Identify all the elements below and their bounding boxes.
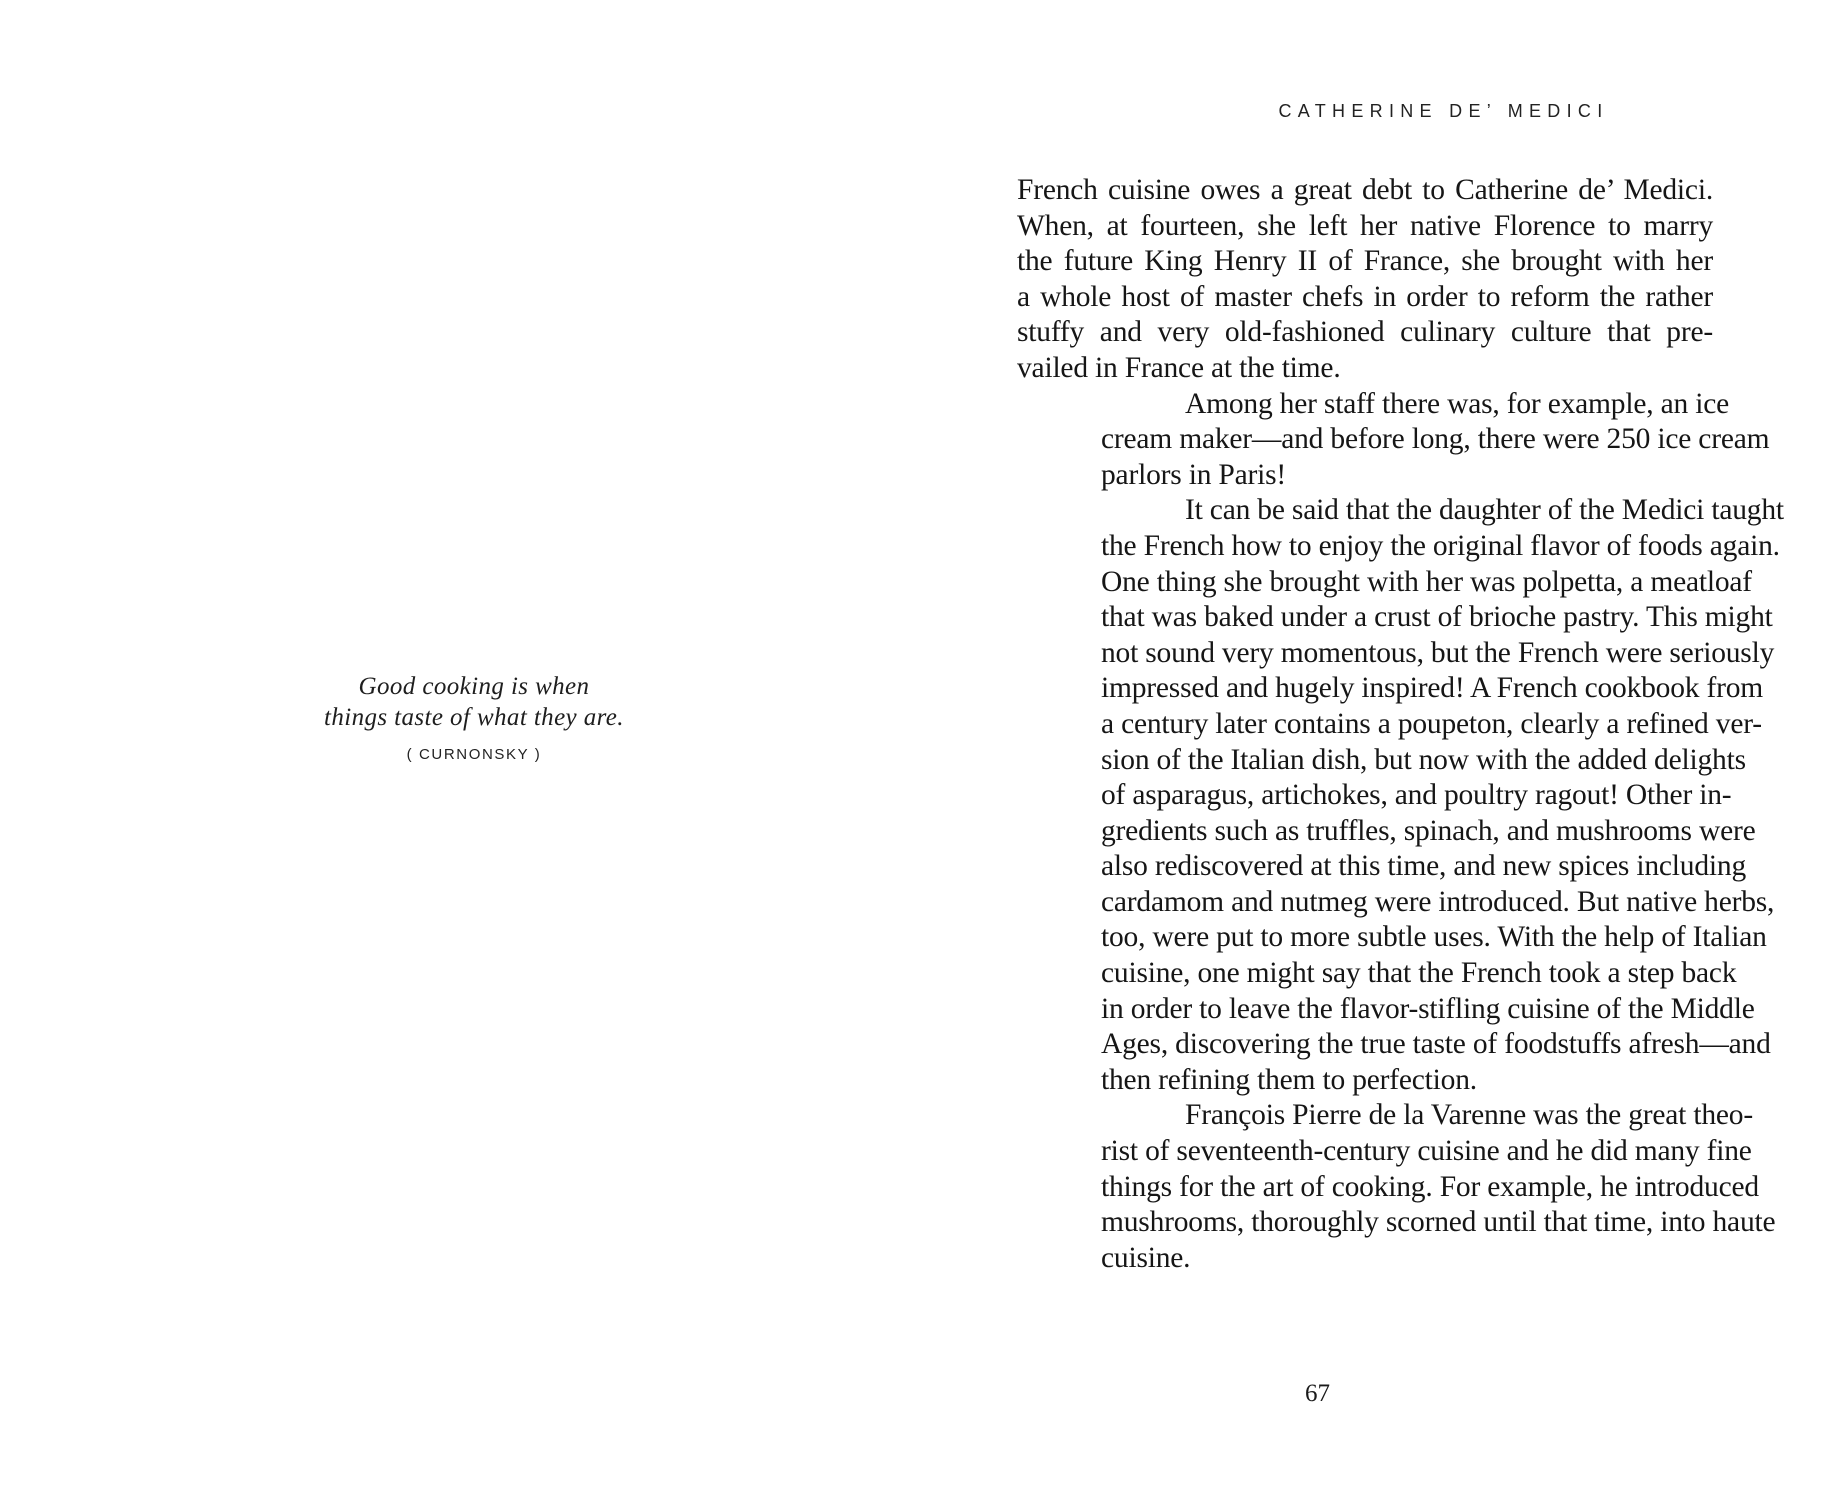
text-line: stuffy and very old-fashioned culinary culture that pre- (1017, 316, 1713, 349)
body-paragraph (1017, 493, 1784, 1098)
text-line: in order to leave the flavor-stifling cuisine of the Middle (1101, 992, 1755, 1025)
text-line: François Pierre de la Varenne was the great theo- (1185, 1099, 1753, 1132)
page-number: 67 (1305, 1380, 1330, 1407)
text-line: It can be said that the daughter of the Medici taught (1185, 494, 1784, 527)
text-line: One thing she brought with her was polpetta, a meatloaf (1101, 565, 1752, 598)
right-page (916, 0, 1833, 1500)
text-line: cuisine. (1101, 1241, 1191, 1274)
epigraph (274, 671, 674, 763)
text-line: sion of the Italian dish, but now with the added delights (1101, 743, 1746, 776)
text-line: cream maker—and before long, there were 250 ice cream (1101, 423, 1770, 456)
text-line: parlors in Paris! (1101, 458, 1287, 491)
text-line: things for the art of cooking. For example, he introduced (1101, 1170, 1759, 1203)
epigraph-attribution: ( CURNONSKY ) (406, 746, 542, 763)
running-head: CATHERINE DE’ MEDICI (1278, 101, 1609, 121)
text-line: also rediscovered at this time, and new spices including (1101, 850, 1747, 883)
epigraph-quote-line: Good cooking is when (358, 673, 590, 700)
epigraph-quote-line: things taste of what they are. (324, 704, 624, 731)
body-paragraph (1017, 1098, 1776, 1276)
text-line: too, were put to more subtle uses. With the help of Italian (1101, 921, 1767, 954)
text-line: gredients such as truffles, spinach, and mushrooms were (1101, 814, 1756, 847)
text-line: of asparagus, artichokes, and poultry ragout! Other in- (1101, 779, 1732, 812)
page-number-wrapper (914, 1380, 1831, 1408)
text-line: Ages, discovering the true taste of foodstuffs afresh—and (1101, 1028, 1771, 1061)
body-text (1017, 173, 1784, 1276)
text-line: the French how to enjoy the original flavor of foods again. (1101, 529, 1780, 562)
body-paragraph (1017, 173, 1713, 387)
text-line: rist of seventeenth-century cuisine and he did many fine (1101, 1135, 1752, 1168)
left-page (0, 0, 916, 1500)
epigraph-quote (274, 671, 674, 733)
text-line: a century later contains a poupeton, clearly a refined ver- (1101, 707, 1762, 740)
text-line: French cuisine owes a great debt to Catherine de’ Medici. (1017, 174, 1713, 206)
text-line: cuisine, one might say that the French took a step back (1101, 957, 1737, 990)
text-line: mushrooms, thoroughly scorned until that time, into haute (1101, 1206, 1776, 1239)
text-line: then refining them to perfection. (1101, 1063, 1477, 1096)
text-line: vailed in France at the time. (1017, 351, 1341, 384)
text-line: When, at fourteen, she left her native Florence to marry (1017, 209, 1713, 242)
text-line: impressed and hugely inspired! A French cookbook from (1101, 672, 1764, 705)
text-line: cardamom and nutmeg were introduced. But native herbs, (1101, 885, 1775, 918)
text-line: not sound very momentous, but the French were seriously (1101, 636, 1775, 669)
text-line: that was baked under a crust of brioche pastry. This might (1101, 601, 1773, 634)
text-line: the future King Henry II of France, she brought with her (1017, 245, 1713, 278)
body-paragraph (1017, 387, 1770, 494)
text-line: Among her staff there was, for example, an ice (1185, 387, 1729, 420)
text-line: a whole host of master chefs in order to reform the rather (1017, 280, 1713, 313)
